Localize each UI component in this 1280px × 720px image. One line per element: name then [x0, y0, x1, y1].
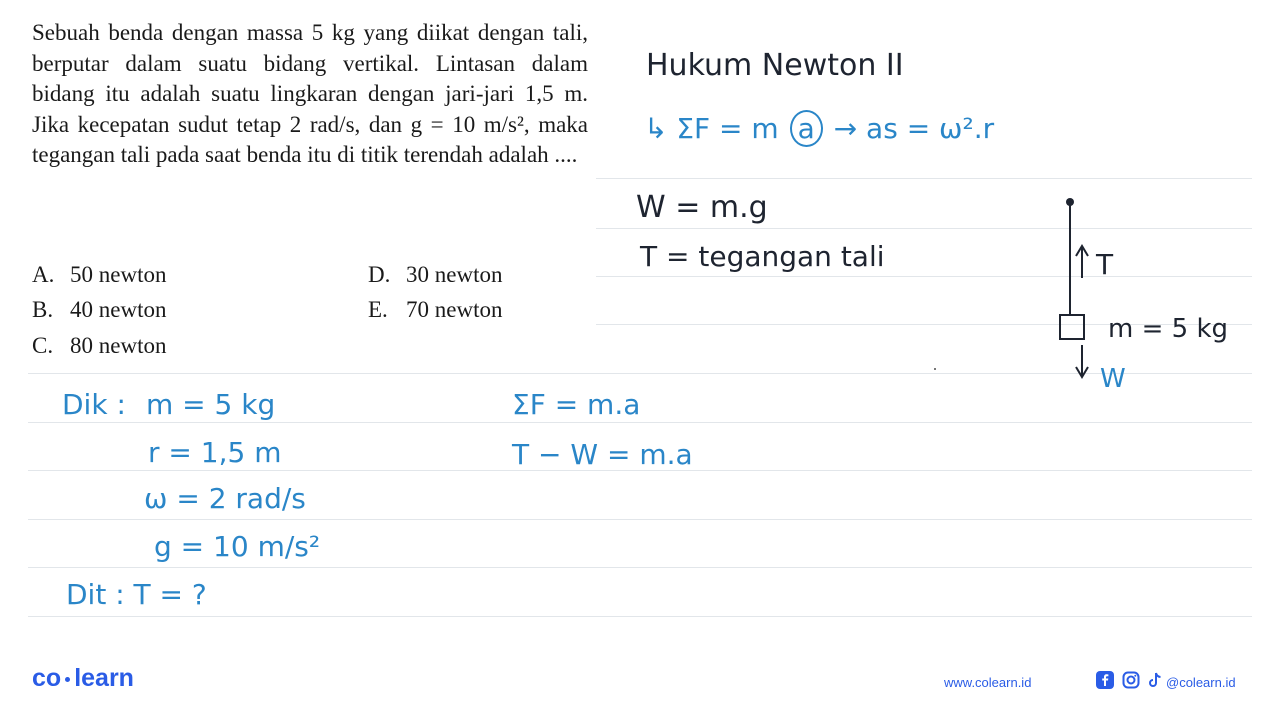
weight-formula: W = m.g	[636, 190, 768, 225]
tension-definition: T = tegangan tali	[640, 240, 885, 273]
label-tension: T	[1096, 248, 1114, 281]
given-mass: m = 5 kg	[146, 388, 276, 421]
formula-sum-force: ↳ ΣF = m a → as = ω².r	[644, 112, 995, 145]
notebook-line	[28, 616, 1252, 617]
label-weight: W	[1100, 364, 1126, 394]
mass-block	[1060, 315, 1084, 339]
question-text: Sebuah benda dengan massa 5 kg yang diikat dengan tali, berputar dalam suatu bidang vertikal. Lintasan dalam bidang itu adalah suatu lingkaran dengan jari-jari 1,5 m. Jika kecepatan sudut tetap 2 rad/s, dan g = 10 m/s², maka tegangan tali pada saat benda itu di titik terendah adalah ....	[32, 20, 588, 167]
given-radius: r = 1,5 m	[148, 436, 282, 469]
notebook-line	[28, 567, 1252, 568]
given-label: Dik :	[62, 388, 126, 421]
social-handle[interactable]: @colearn.id	[1166, 675, 1236, 690]
tiktok-icon[interactable]	[1146, 671, 1164, 689]
notebook-line	[28, 422, 1252, 423]
label-mass: m = 5 kg	[1108, 314, 1229, 344]
option-e: E. 70 newton	[368, 297, 503, 322]
option-d: D. 30 newton	[368, 262, 503, 287]
option-b: B. 40 newton	[32, 297, 167, 322]
solution-line-2: T − W = m.a	[512, 438, 693, 471]
circled-a: a	[790, 110, 823, 147]
asked-tension: Dit : T = ?	[66, 578, 207, 611]
solution-line-1: ΣF = m.a	[512, 388, 641, 421]
notebook-line	[28, 519, 1252, 520]
stray-dot	[934, 368, 936, 370]
free-body-diagram	[1050, 190, 1220, 400]
option-a: A. 50 newton	[32, 262, 167, 287]
website-link[interactable]: www.colearn.id	[944, 675, 1032, 690]
given-gravity: g = 10 m/s²	[154, 530, 321, 563]
given-omega: ω = 2 rad/s	[144, 482, 306, 515]
colearn-logo: co learn	[32, 664, 134, 692]
newton-law-title: Hukum Newton II	[646, 48, 904, 83]
notebook-line	[596, 178, 1252, 179]
option-c: C. 80 newton	[32, 333, 167, 358]
facebook-icon[interactable]	[1096, 671, 1114, 689]
instagram-icon[interactable]	[1122, 671, 1140, 689]
